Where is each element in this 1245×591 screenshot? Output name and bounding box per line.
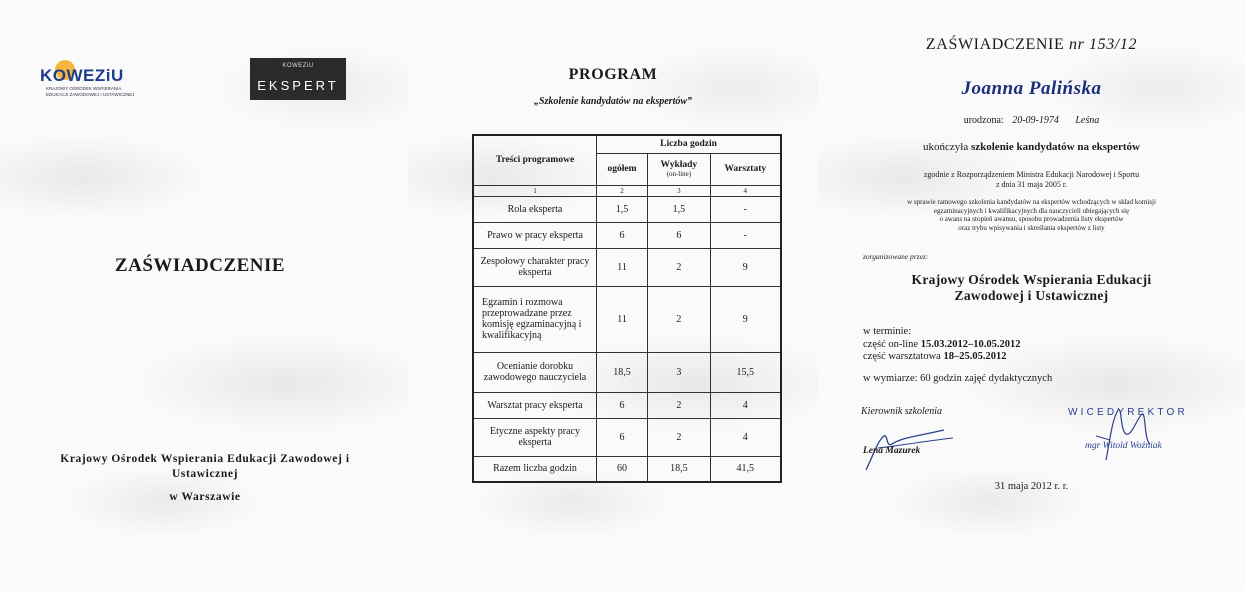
term-online-label: część on-line bbox=[863, 338, 919, 350]
issue-date: 31 maja 2012 r. r. bbox=[994, 481, 1069, 492]
vice-name: mgr Witold Woźniak bbox=[1085, 441, 1162, 451]
lectures-cell: 1,5 bbox=[648, 196, 711, 222]
total-cell: 6 bbox=[597, 392, 648, 418]
num-cell: 3 bbox=[648, 185, 711, 196]
topic-cell: Etyczne aspekty pracy eksperta bbox=[473, 418, 597, 456]
total-cell: 11 bbox=[597, 248, 648, 286]
regulation-line: z dnia 31 maja 2005 r. bbox=[995, 179, 1068, 189]
kowezu-logo-subtitle: KRAJOWY OŚRODEK WSPIERANIA EDUKACJI ZAWODOWEJ I USTAWICZNEJ bbox=[46, 86, 135, 97]
header-topics: Treści programowe bbox=[473, 135, 597, 185]
born-place: Leśna bbox=[1075, 115, 1100, 126]
workshops-cell: 9 bbox=[710, 286, 781, 352]
completion-line bbox=[818, 141, 1245, 153]
program-subtitle: „Szkolenie kandydatów na ekspertów” bbox=[533, 96, 693, 107]
lectures-cell: 6 bbox=[648, 222, 711, 248]
certificate-title bbox=[818, 36, 1245, 54]
header-lectures bbox=[648, 153, 711, 185]
completed-course: szkolenie kandydatów na ekspertów bbox=[970, 141, 1140, 153]
workshops-cell: 4 bbox=[710, 392, 781, 418]
organized-by-label: zorganizowane przez: bbox=[863, 252, 929, 261]
ekspert-logo-text: EKSPERT bbox=[257, 78, 339, 93]
birth-info bbox=[818, 115, 1245, 126]
vice-signature-icon bbox=[1086, 400, 1166, 470]
organizer-line: Zawodowej i Ustawicznej bbox=[954, 288, 1109, 303]
lectures-cell: 2 bbox=[648, 392, 711, 418]
table-total-row bbox=[473, 456, 781, 482]
total-cell: 60 bbox=[597, 456, 648, 482]
header-hours: Liczba godzin bbox=[597, 135, 782, 153]
certificate-panel bbox=[818, 0, 1245, 591]
organizer-line: Krajowy Ośrodek Wspierania Edukacji bbox=[911, 272, 1152, 287]
ekspert-logo bbox=[250, 58, 346, 100]
certificate-title-text: ZAŚWIADCZENIE bbox=[925, 36, 1065, 53]
header-workshops: Warsztaty bbox=[710, 153, 781, 185]
term-label: w terminie: bbox=[863, 326, 912, 337]
workshops-cell: 41,5 bbox=[710, 456, 781, 482]
lectures-cell: 3 bbox=[648, 352, 711, 392]
lectures-cell: 2 bbox=[648, 286, 711, 352]
term-online-dates: 15.03.2012–10.05.2012 bbox=[920, 338, 1021, 350]
born-date: 20-09-1974 bbox=[1012, 115, 1059, 126]
topic-cell: Prawo w pracy eksperta bbox=[473, 222, 597, 248]
cover-organization: Krajowy Ośrodek Wspierania Edukacji Zawodowej i Ustawicznej bbox=[60, 453, 350, 480]
regulation-detail-line: oraz trybu wpisywania i skreślania ekspertów z listy bbox=[958, 223, 1105, 232]
numbering-row bbox=[473, 185, 781, 196]
cover-title: ZAŚWIADCZENIE bbox=[114, 255, 286, 276]
table-row bbox=[473, 418, 781, 456]
regulation-detail-line: o awans na stopień awansu, sposobu prowadzenia listy ekspertów bbox=[939, 215, 1124, 223]
term-block bbox=[863, 326, 1020, 364]
topic-cell: Ocenianie dorobku zawodowego nauczyciela bbox=[473, 352, 597, 392]
total-cell: 1,5 bbox=[597, 196, 648, 222]
table-row bbox=[473, 392, 781, 418]
regulation-detail-line: egzaminacyjnych i kwalifikacyjnych dla nauczycieli ubiegających się bbox=[933, 206, 1130, 215]
term-workshop-dates: 18–25.05.2012 bbox=[943, 351, 1007, 362]
program-table bbox=[472, 134, 782, 483]
organizer bbox=[818, 272, 1245, 304]
header-lectures-label: Wykłady bbox=[660, 160, 698, 170]
total-cell: 6 bbox=[597, 222, 648, 248]
topic-cell: Egzamin i rozmowa przeprowadzane przez komisję egzaminacyjną i kwalifikacyjną bbox=[473, 286, 597, 352]
head-name: Lena Mazurek bbox=[863, 446, 921, 456]
term-workshop-label: część warsztatowa bbox=[863, 351, 941, 362]
workshops-cell: 4 bbox=[710, 418, 781, 456]
num-cell: 1 bbox=[473, 185, 597, 196]
head-title: Kierownik szkolenia bbox=[861, 406, 943, 417]
header-total: ogółem bbox=[597, 153, 648, 185]
total-cell: 11 bbox=[597, 286, 648, 352]
regulation-line: zgodnie z Rozporządzeniem Ministra Edukacji Narodowej i Sportu bbox=[923, 170, 1140, 179]
table-row bbox=[473, 248, 781, 286]
table-row bbox=[473, 196, 781, 222]
lectures-cell: 18,5 bbox=[648, 456, 711, 482]
total-cell: 6 bbox=[597, 418, 648, 456]
scope: w wymiarze: 60 godzin zajęć dydaktycznych bbox=[863, 373, 1053, 384]
total-cell: 18,5 bbox=[597, 352, 648, 392]
workshops-cell: - bbox=[710, 196, 781, 222]
cover-city: w Warszawie bbox=[169, 491, 241, 503]
born-label: urodzona: bbox=[963, 115, 1004, 126]
workshops-cell: 9 bbox=[710, 248, 781, 286]
completed-prefix: ukończyła bbox=[923, 141, 969, 153]
workshops-cell: - bbox=[710, 222, 781, 248]
topic-cell: Warsztat pracy eksperta bbox=[473, 392, 597, 418]
regulation-detail-line: w sprawie ramowego szkolenia kandydatów na ekspertów wchodzących w skład komisji bbox=[907, 198, 1156, 206]
num-cell: 4 bbox=[710, 185, 781, 196]
kowezu-logo bbox=[40, 60, 140, 104]
lectures-cell: 2 bbox=[648, 418, 711, 456]
program-title: PROGRAM bbox=[568, 66, 658, 83]
topic-cell: Razem liczba godzin bbox=[473, 456, 597, 482]
table-row bbox=[473, 352, 781, 392]
header-lectures-sub: (on-line) bbox=[666, 170, 692, 178]
num-cell: 2 bbox=[597, 185, 648, 196]
workshops-cell: 15,5 bbox=[710, 352, 781, 392]
topic-cell: Zespołowy charakter pracy eksperta bbox=[473, 248, 597, 286]
program-panel bbox=[408, 0, 818, 591]
table-row bbox=[473, 286, 781, 352]
cover-panel bbox=[0, 0, 408, 591]
certificate-number: nr 153/12 bbox=[1068, 36, 1138, 53]
table-row bbox=[473, 222, 781, 248]
recipient-name: Joanna Palińska bbox=[961, 78, 1102, 99]
term-online bbox=[863, 339, 1020, 352]
regulation bbox=[818, 170, 1245, 189]
lectures-cell: 2 bbox=[648, 248, 711, 286]
kowezu-logo-text: KOWEZiU bbox=[40, 66, 124, 85]
ekspert-logo-top: KOWEZiU bbox=[282, 63, 314, 69]
vice-title: WICEDYREKTOR bbox=[1068, 407, 1188, 418]
topic-cell: Rola eksperta bbox=[473, 196, 597, 222]
term-workshop bbox=[863, 351, 1020, 364]
regulation-detail bbox=[818, 198, 1245, 232]
